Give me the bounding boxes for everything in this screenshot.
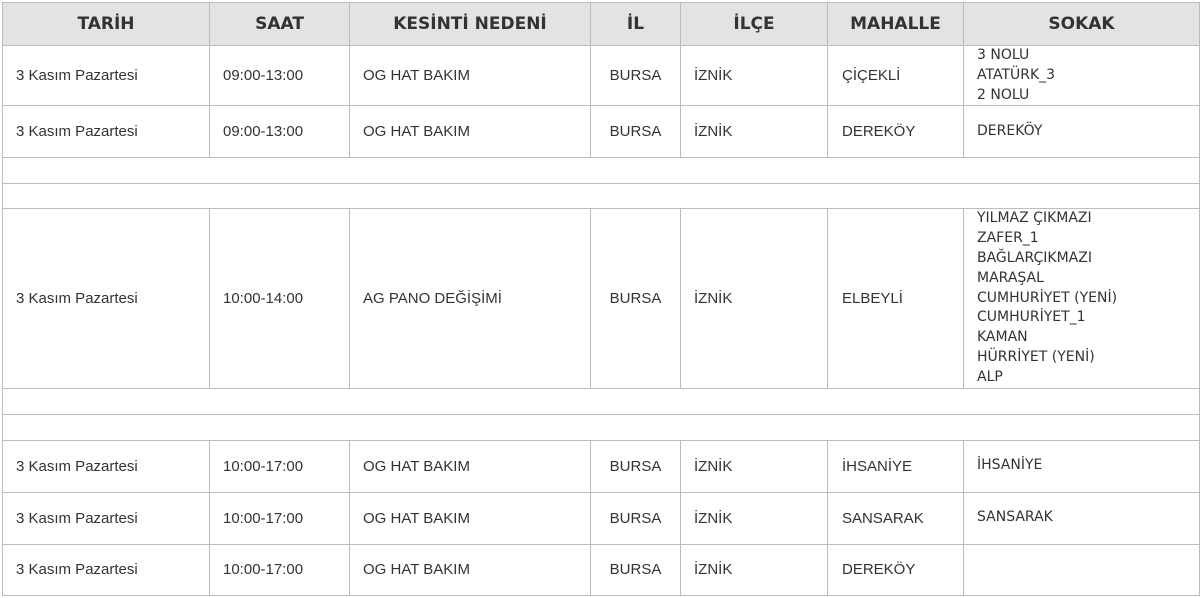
header-kesinti-nedeni: KESİNTİ NEDENİ	[350, 3, 591, 46]
sokak-item: ATATÜRK_3	[977, 66, 1056, 83]
cell-tarih: 3 Kasım Pazartesi	[3, 492, 210, 544]
cell-saat: 10:00-17:00	[210, 492, 350, 544]
table-row	[3, 46, 1200, 106]
sokak-item: YILMAZ ÇIKMAZI	[977, 210, 1092, 227]
header-tarih: TARİH	[3, 3, 210, 46]
table-row	[3, 544, 1200, 595]
cell-mahalle: DEREKÖY	[828, 106, 964, 158]
cell-sokak	[964, 46, 1200, 106]
cell-mahalle: ELBEYLİ	[828, 209, 964, 388]
cell-il: BURSA	[591, 544, 681, 595]
table-row	[3, 106, 1200, 158]
table-header	[3, 3, 1200, 46]
sokak-item: DEREKÖY	[977, 122, 1043, 139]
cell-kesinti-nedeni: OG HAT BAKIM	[350, 544, 591, 595]
sokak-item: 2 NOLU	[977, 86, 1030, 103]
cell-sokak	[964, 106, 1200, 158]
cell-ilce: İZNİK	[681, 492, 828, 544]
cell-ilce: İZNİK	[681, 440, 828, 492]
separator-cell	[3, 158, 1200, 209]
cell-kesinti-nedeni: OG HAT BAKIM	[350, 492, 591, 544]
header-saat: SAAT	[210, 3, 350, 46]
sokak-item: KAMAN	[977, 329, 1028, 346]
cell-mahalle: SANSARAK	[828, 492, 964, 544]
cell-saat: 10:00-17:00	[210, 440, 350, 492]
table-row	[3, 440, 1200, 492]
sokak-item: SANSARAK	[977, 509, 1053, 526]
sokak-item: ALP	[977, 368, 1003, 385]
cell-il: BURSA	[591, 492, 681, 544]
header-il: İL	[591, 3, 681, 46]
table-row	[3, 209, 1200, 388]
cell-saat: 09:00-13:00	[210, 46, 350, 106]
table-body	[3, 46, 1200, 596]
header-ilce: İLÇE	[681, 3, 828, 46]
cell-saat: 09:00-13:00	[210, 106, 350, 158]
cell-mahalle: ÇİÇEKLİ	[828, 46, 964, 106]
sokak-item: MARAŞAL	[977, 269, 1044, 286]
sokak-item: BAĞLARÇIKMAZI	[977, 249, 1092, 266]
cell-mahalle: İHSANİYE	[828, 440, 964, 492]
cell-sokak	[964, 544, 1200, 595]
cell-il: BURSA	[591, 209, 681, 388]
sokak-item: HÜRRİYET (YENİ)	[977, 348, 1095, 365]
separator-row	[3, 388, 1200, 440]
cell-tarih: 3 Kasım Pazartesi	[3, 440, 210, 492]
cell-ilce: İZNİK	[681, 544, 828, 595]
cell-kesinti-nedeni: OG HAT BAKIM	[350, 106, 591, 158]
separator-line	[3, 183, 1199, 184]
cell-il: BURSA	[591, 46, 681, 106]
separator-line	[3, 414, 1199, 415]
header-mahalle: MAHALLE	[828, 3, 964, 46]
cell-mahalle: DEREKÖY	[828, 544, 964, 595]
header-sokak: SOKAK	[964, 3, 1200, 46]
separator-row	[3, 158, 1200, 209]
cell-tarih: 3 Kasım Pazartesi	[3, 46, 210, 106]
cell-tarih: 3 Kasım Pazartesi	[3, 106, 210, 158]
cell-il: BURSA	[591, 440, 681, 492]
sokak-item: 3 NOLU	[977, 47, 1030, 63]
cell-tarih: 3 Kasım Pazartesi	[3, 544, 210, 595]
cell-saat: 10:00-14:00	[210, 209, 350, 388]
cell-sokak	[964, 492, 1200, 544]
table-row	[3, 492, 1200, 544]
sokak-item: İHSANİYE	[977, 457, 1043, 474]
cell-il: BURSA	[591, 106, 681, 158]
cell-ilce: İZNİK	[681, 106, 828, 158]
cell-sokak	[964, 440, 1200, 492]
cell-tarih: 3 Kasım Pazartesi	[3, 209, 210, 388]
cell-kesinti-nedeni: OG HAT BAKIM	[350, 440, 591, 492]
cell-kesinti-nedeni: AG PANO DEĞİŞİMİ	[350, 209, 591, 388]
sokak-item: CUMHURİYET (YENİ)	[977, 289, 1118, 306]
cell-saat: 10:00-17:00	[210, 544, 350, 595]
separator-cell	[3, 388, 1200, 440]
outage-table	[2, 2, 1200, 596]
cell-ilce: İZNİK	[681, 209, 828, 388]
cell-kesinti-nedeni: OG HAT BAKIM	[350, 46, 591, 106]
cell-sokak	[964, 209, 1200, 388]
header-row	[3, 3, 1200, 46]
sokak-item: ZAFER_1	[977, 230, 1039, 247]
sokak-item: CUMHURİYET_1	[977, 309, 1086, 326]
cell-ilce: İZNİK	[681, 46, 828, 106]
